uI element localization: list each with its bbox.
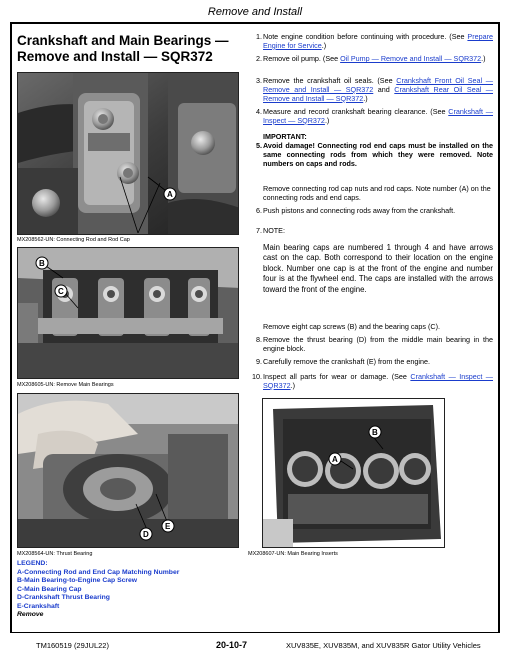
step-text: Remove the thrust bearing (D) from the middle main bearing in the engine block. bbox=[263, 335, 493, 353]
page-frame-left bbox=[10, 22, 12, 632]
step-9 bbox=[250, 358, 493, 367]
step-number: 4. bbox=[256, 107, 262, 116]
step-10 bbox=[250, 373, 493, 391]
callout-label-b: B bbox=[372, 428, 378, 437]
rear-oil-seal-link[interactable]: Crankshaft Rear Oil Seal — Remove and Install — SQR372 bbox=[263, 84, 493, 103]
step-number: 1. bbox=[256, 32, 262, 41]
footer-divider bbox=[10, 632, 500, 633]
step-text: Remove the crankshaft oil seals. (See Crankshaft Front Oil Seal — Remove and Install — SQR372 and Crankshaft Rear Oil Seal — Remove and Install — SQR372.) bbox=[263, 76, 493, 103]
step-7 bbox=[250, 227, 493, 236]
legend-remove-label: Remove bbox=[17, 611, 44, 618]
front-oil-seal-link[interactable]: Crankshaft Front Oil Seal — Remove and Install — SQR372 bbox=[263, 76, 493, 94]
header-divider bbox=[10, 22, 500, 24]
legend-heading: LEGEND: bbox=[17, 560, 48, 567]
step-text: Carefully remove the crankshaft (E) from the engine. bbox=[263, 357, 430, 366]
figure-connecting-rod-photo bbox=[17, 72, 239, 235]
footer-doc-id: TM160519 (29JUL22) bbox=[36, 641, 109, 650]
step-text: Push pistons and connecting rods away from the crankshaft. bbox=[263, 206, 456, 215]
footer-page-number: 20-10-7 bbox=[216, 640, 248, 650]
footer-vehicle-models: XUV835E, XUV835M, and XUV835R Gator Utility Vehicles bbox=[286, 641, 481, 650]
crankshaft-inspect-link[interactable]: Crankshaft — Inspect — SQR372 bbox=[263, 372, 493, 390]
step-text: Remove oil pump. (See Oil Pump — Remove and Install — SQR372.) bbox=[263, 54, 486, 63]
step-5 bbox=[250, 142, 493, 169]
step-8 bbox=[250, 336, 493, 354]
step-number: 6. bbox=[256, 206, 262, 215]
figure-caption: MX208562-UN: Connecting Rod and Rod Cap bbox=[17, 237, 130, 243]
step-number: 3. bbox=[256, 76, 262, 85]
step-text: NOTE: bbox=[263, 226, 285, 235]
step-number: 2. bbox=[256, 54, 262, 63]
step-number: 10. bbox=[252, 372, 262, 381]
step-number: 5. bbox=[256, 141, 262, 150]
figure-caption: MX208605-UN: Remove Main Bearings bbox=[17, 382, 114, 388]
callout-label-a: A bbox=[167, 190, 173, 199]
page-header-title: Remove and Install bbox=[207, 6, 303, 18]
step-1 bbox=[250, 33, 493, 51]
legend-item: B-Main Bearing-to-Engine Cap Screw bbox=[17, 577, 138, 584]
important-label: IMPORTANT: bbox=[263, 132, 307, 141]
step-text: Measure and record crankshaft bearing clearance. (See Crankshaft — Inspect — SQR372.) bbox=[263, 107, 493, 125]
figure-bearing-inserts-photo bbox=[262, 398, 445, 548]
main-bearing-note: Main bearing caps are numbered 1 through 4 and have arrows cast on the cap. Both correspond to their location on the engine block. Number one cap is at the front of the engine and number four is at the flywheel end. The caps are installed with the arrows toward the front of the engine. bbox=[263, 243, 493, 294]
figure-main-bearings-photo bbox=[17, 247, 239, 379]
cap-screws-paragraph: Remove eight cap screws (B) and the bearing caps (C). bbox=[263, 322, 440, 331]
rod-caps-paragraph: Remove connecting rod cap nuts and rod caps. Note number (A) on the connecting rods and end caps. bbox=[263, 184, 491, 202]
figure-caption: MX208564-UN: Thrust Bearing bbox=[17, 551, 93, 557]
callout-label-a: A bbox=[332, 455, 338, 464]
step-number: 8. bbox=[256, 335, 262, 344]
step-text: Avoid damage! Connecting rod end caps must be installed on the same connecting rods from which they were removed. Note numbers on caps and rods. bbox=[263, 141, 493, 168]
prepare-engine-link[interactable]: Prepare Engine for Service bbox=[263, 32, 493, 50]
step-number: 9. bbox=[256, 357, 262, 366]
legend-item: E-Crankshaft bbox=[17, 602, 60, 610]
callout-label-b: B bbox=[39, 259, 45, 268]
step-4 bbox=[250, 108, 493, 126]
step-text: Inspect all parts for wear or damage. (See Crankshaft — Inspect — SQR372.) bbox=[263, 372, 493, 390]
legend-item: D-Crankshaft Thrust Bearing bbox=[17, 594, 110, 601]
step-text: Note engine condition before continuing with procedure. (See Prepare Engine for Service.) bbox=[263, 32, 493, 50]
section-title: Crankshaft and Main Bearings — Remove and Install — SQR372 bbox=[17, 33, 229, 64]
oil-pump-link[interactable]: Oil Pump — Remove and Install — SQR372 bbox=[340, 54, 482, 63]
crankshaft-inspect-link[interactable]: Crankshaft — Inspect — SQR372 bbox=[263, 107, 493, 125]
callout-label-d: D bbox=[143, 530, 149, 539]
callout-label-e: E bbox=[165, 522, 171, 531]
step-6 bbox=[250, 207, 493, 216]
callout-label-c: C bbox=[58, 287, 64, 296]
legend-item: A-Connecting Rod and End Cap Matching Number bbox=[17, 568, 180, 576]
figure-legend bbox=[17, 560, 247, 620]
legend-item: C-Main Bearing Cap bbox=[17, 585, 82, 593]
step-3 bbox=[250, 77, 493, 104]
step-2 bbox=[250, 55, 493, 73]
page-frame-right bbox=[498, 22, 500, 632]
figure-caption: MX208607-UN: Main Bearing Inserts bbox=[248, 551, 338, 557]
figure-thrust-bearing-photo bbox=[17, 393, 239, 548]
step-number: 7. bbox=[256, 226, 262, 235]
